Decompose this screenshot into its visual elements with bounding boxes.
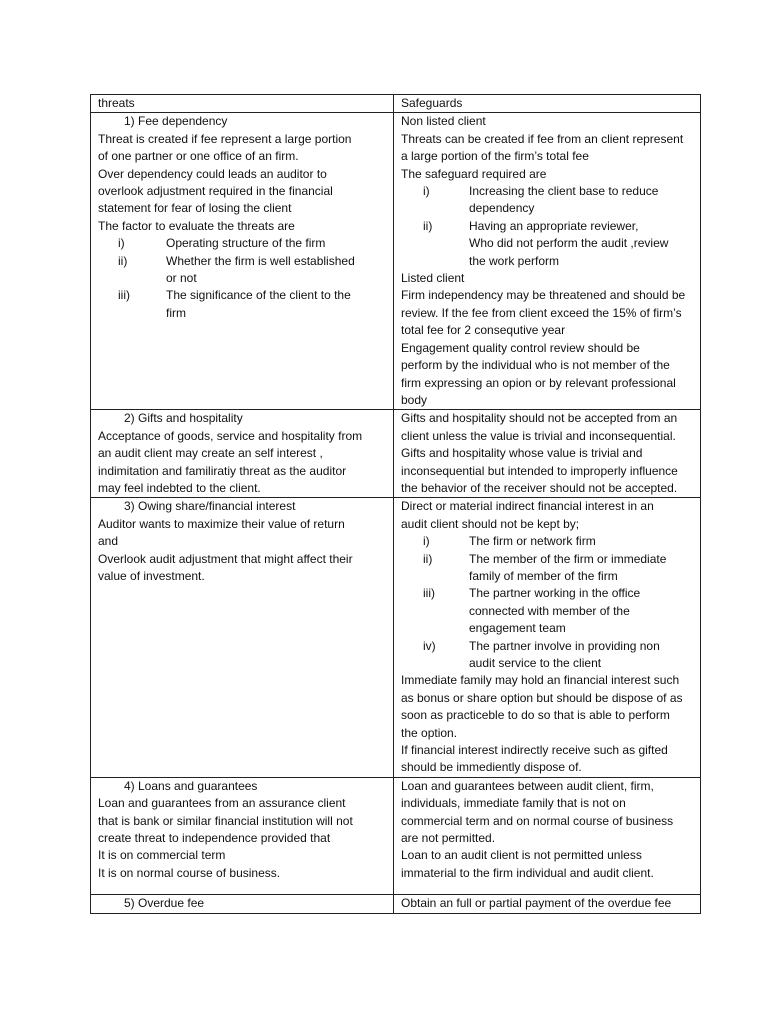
safeguard-cell bbox=[394, 777, 701, 894]
threat-cell bbox=[91, 777, 394, 894]
safeguard-line: the option. bbox=[401, 725, 458, 740]
list-item bbox=[401, 638, 696, 655]
threat-line: statement for fear of losing the client bbox=[98, 201, 292, 216]
list-marker: i) bbox=[118, 236, 125, 251]
list-text: Whether the firm is well established bbox=[166, 253, 355, 268]
safeguard-line: are not permitted. bbox=[401, 831, 496, 846]
safeguard-line: Direct or material indirect financial interest in an bbox=[401, 499, 654, 514]
threat-line: an audit client may create an self interest , bbox=[98, 446, 323, 461]
safeguard-line: Gifts and hospitality whose value is trivial and bbox=[401, 446, 643, 461]
threat-line: Threat is created if fee represent a large portion bbox=[98, 131, 352, 146]
list-marker: iii) bbox=[423, 586, 435, 601]
threat-heading: 1) Fee dependency bbox=[124, 114, 228, 129]
list-continuation: connected with member of the bbox=[469, 603, 630, 618]
table-row-overdue-fee bbox=[91, 895, 701, 913]
threat-heading: 3) Owing share/financial interest bbox=[124, 499, 296, 514]
list-continuation: the work perform bbox=[469, 253, 560, 268]
list-item bbox=[401, 183, 696, 200]
list-item bbox=[401, 218, 696, 235]
safeguard-line: inconsequential but intended to improperly influence bbox=[401, 463, 678, 478]
list-text: The partner involve in providing non bbox=[469, 638, 660, 653]
cell-spacer bbox=[98, 882, 389, 894]
list-text: The significance of the client to the bbox=[166, 288, 351, 303]
list-item bbox=[98, 287, 389, 304]
list-marker: ii) bbox=[423, 551, 433, 566]
threat-line: may feel indebted to the client. bbox=[98, 480, 261, 495]
threat-heading: 4) Loans and guarantees bbox=[124, 778, 258, 793]
threat-cell bbox=[91, 410, 394, 498]
safeguard-line: Threats can be created if fee from an client represent bbox=[401, 131, 684, 146]
safeguard-line: should be immediently dispose of. bbox=[401, 760, 582, 775]
threat-line: The factor to evaluate the threats are bbox=[98, 218, 295, 233]
safeguard-line: as bonus or share option but should be dispose of as bbox=[401, 690, 683, 705]
safeguard-line: individuals, immediate family that is not on bbox=[401, 796, 626, 811]
list-marker: i) bbox=[423, 184, 430, 199]
list-text: Having an appropriate reviewer, bbox=[469, 218, 639, 233]
safeguard-line: Gifts and hospitality should not be accepted from an bbox=[401, 411, 678, 426]
threat-line: Auditor wants to maximize their value of return bbox=[98, 516, 345, 531]
list-item bbox=[98, 253, 389, 270]
safeguard-line: Immediate family may hold an financial interest such bbox=[401, 673, 680, 688]
threat-line: Acceptance of goods, service and hospitality from bbox=[98, 428, 363, 443]
list-continuation: or not bbox=[166, 271, 197, 286]
list-item bbox=[401, 533, 696, 550]
list-text: The firm or network firm bbox=[469, 534, 596, 549]
threats-safeguards-table bbox=[90, 94, 701, 914]
safeguard-line: firm expressing an opion or by relevant professional bbox=[401, 375, 676, 390]
safeguard-cell bbox=[394, 410, 701, 498]
threat-line: It is on commercial term bbox=[98, 848, 226, 863]
table-row-fee-dependency bbox=[91, 113, 701, 410]
threat-cell bbox=[91, 498, 394, 778]
safeguard-line: total fee for 2 consequtive year bbox=[401, 323, 566, 338]
threat-line: of one partner or one office of an firm. bbox=[98, 149, 299, 164]
threat-line: that is bank or similar financial institution will not bbox=[98, 813, 353, 828]
safeguard-line: Listed client bbox=[401, 271, 465, 286]
threat-line: value of investment. bbox=[98, 568, 205, 583]
header-threats bbox=[91, 95, 394, 113]
list-continuation: engagement team bbox=[469, 621, 566, 636]
threat-heading: 2) Gifts and hospitality bbox=[124, 411, 243, 426]
safeguard-line: Obtain an full or partial payment of the overdue fee bbox=[401, 896, 672, 911]
safeguard-line: Loan to an audit client is not permitted unless bbox=[401, 848, 642, 863]
table-row-gifts-hospitality bbox=[91, 410, 701, 498]
list-marker: i) bbox=[423, 534, 430, 549]
threat-line: overlook adjustment required in the financial bbox=[98, 184, 333, 199]
safeguard-line: client unless the value is trivial and inconsequential. bbox=[401, 428, 676, 443]
header-safeguards bbox=[394, 95, 701, 113]
list-marker: iii) bbox=[118, 288, 130, 303]
safeguard-line: the behavior of the receiver should not be accepted. bbox=[401, 480, 678, 495]
threat-line: Over dependency could leads an auditor to bbox=[98, 166, 327, 181]
safeguard-line: Engagement quality control review should be bbox=[401, 340, 640, 355]
safeguard-line: Loan and guarantees between audit client, firm, bbox=[401, 778, 654, 793]
threat-line: Loan and guarantees from an assurance client bbox=[98, 796, 346, 811]
safeguard-line: soon as practiceble to do so that is able to perform bbox=[401, 708, 670, 723]
list-continuation: Who did not perform the audit ,review bbox=[469, 236, 669, 251]
safeguard-line: If financial interest indirectly receive such as gifted bbox=[401, 743, 668, 758]
safeguard-cell bbox=[394, 498, 701, 778]
list-continuation: audit service to the client bbox=[469, 656, 602, 670]
header-safeguards-label: Safeguards bbox=[401, 96, 463, 110]
safeguard-line: Non listed client bbox=[401, 114, 486, 129]
threat-heading: 5) Overdue fee bbox=[124, 896, 205, 911]
header-threats-label: threats bbox=[98, 96, 135, 110]
table-row-financial-interest bbox=[91, 498, 701, 778]
list-text: Increasing the client base to reduce bbox=[469, 184, 659, 199]
table-header-row bbox=[91, 95, 701, 113]
list-continuation: dependency bbox=[469, 201, 535, 216]
safeguard-line: a large portion of the firm’s total fee bbox=[401, 149, 589, 164]
safeguard-line: review. If the fee from client exceed the 15% of firm’s bbox=[401, 305, 682, 320]
list-continuation: family of member of the firm bbox=[469, 568, 618, 583]
threat-line: It is on normal course of business. bbox=[98, 865, 281, 880]
table-row-loans-guarantees bbox=[91, 777, 701, 894]
threat-cell bbox=[91, 113, 394, 410]
threat-cell bbox=[91, 895, 394, 913]
list-continuation: firm bbox=[166, 305, 186, 320]
safeguard-line: audit client should not be kept by; bbox=[401, 516, 580, 531]
safeguard-line: perform by the individual who is not member of the bbox=[401, 358, 670, 373]
threat-line: indimitation and familiratiy threat as the auditor bbox=[98, 463, 347, 478]
safeguard-line: commercial term and on normal course of business bbox=[401, 813, 674, 828]
list-item bbox=[401, 551, 696, 568]
list-text: Operating structure of the firm bbox=[166, 236, 326, 251]
safeguard-line: Firm independency may be threatened and should be bbox=[401, 288, 686, 303]
safeguard-line: immaterial to the firm individual and audit client. bbox=[401, 865, 654, 880]
threat-line: and bbox=[98, 534, 119, 549]
safeguard-line: body bbox=[401, 392, 428, 407]
list-item bbox=[401, 585, 696, 602]
list-marker: ii) bbox=[118, 253, 128, 268]
list-text: The member of the firm or immediate bbox=[469, 551, 667, 566]
safeguard-cell bbox=[394, 895, 701, 913]
list-text: The partner working in the office bbox=[469, 586, 641, 601]
safeguard-cell bbox=[394, 113, 701, 410]
list-marker: ii) bbox=[423, 218, 433, 233]
list-item bbox=[98, 235, 389, 252]
safeguard-line: The safeguard required are bbox=[401, 166, 547, 181]
threat-line: Overlook audit adjustment that might affect their bbox=[98, 551, 353, 566]
threat-line: create threat to independence provided that bbox=[98, 831, 331, 846]
list-marker: iv) bbox=[423, 638, 436, 653]
